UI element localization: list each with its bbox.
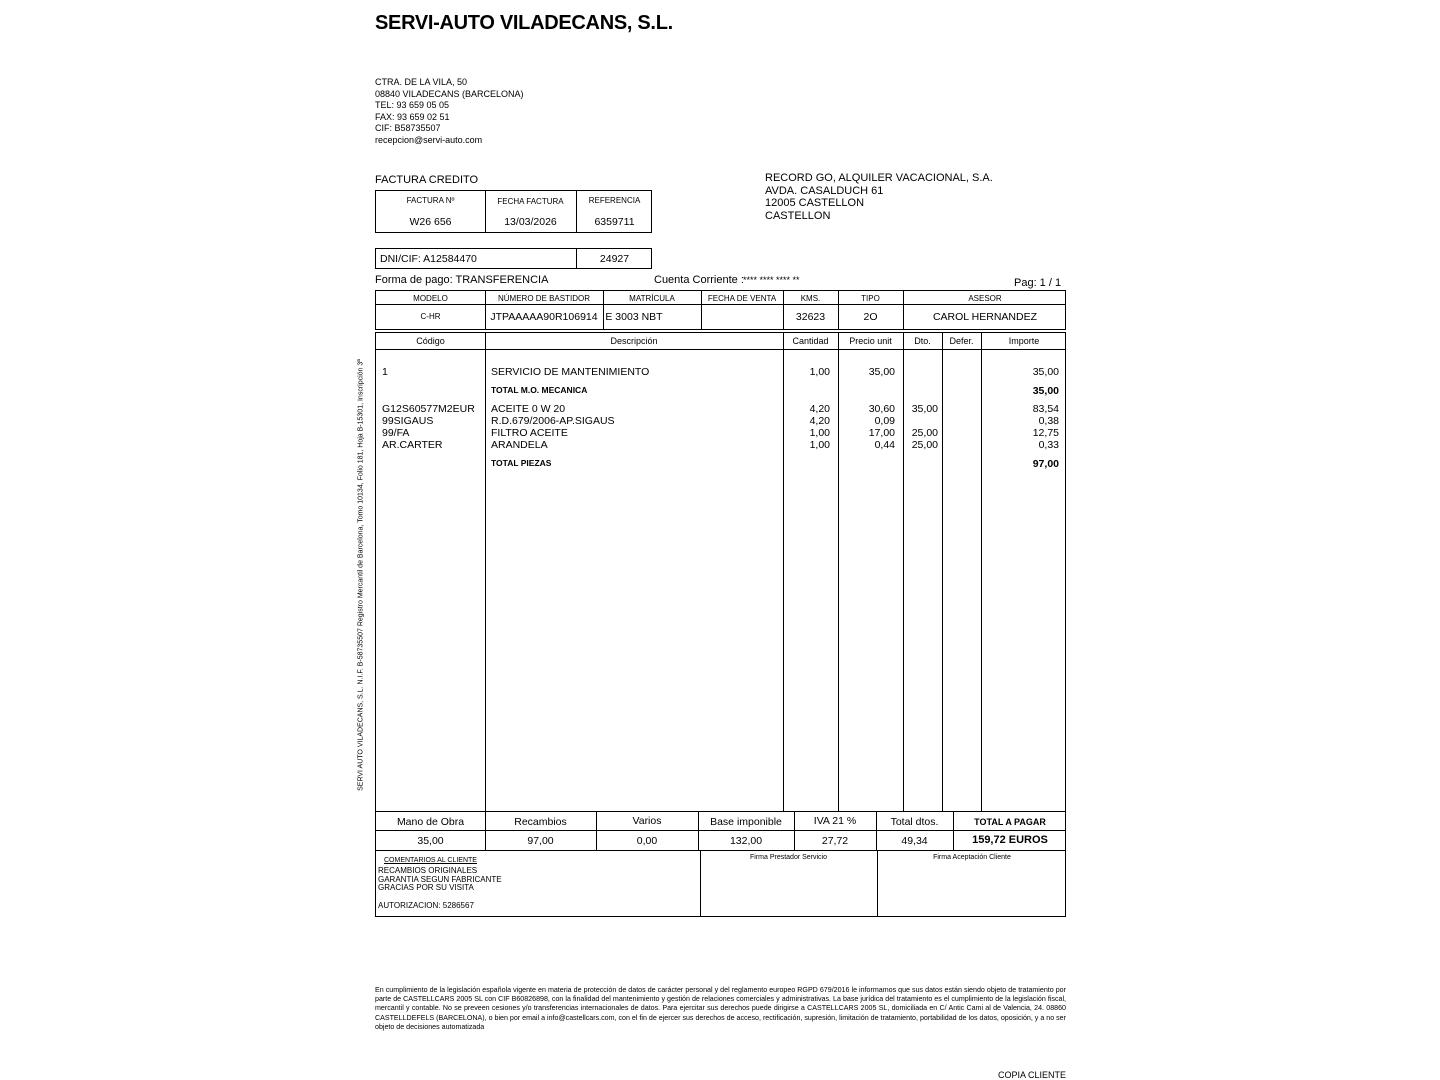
item-code: G12S60577M2EUR: [382, 403, 475, 415]
invoice-date: 13/03/2026: [504, 216, 557, 228]
items-header-description: Descripción: [610, 336, 658, 346]
item-code: 99/FA: [382, 427, 410, 439]
totals-vat: 27,72: [821, 835, 849, 847]
invoice-date-header: FECHA FACTURA: [497, 197, 564, 206]
totals-header-taxable-base: Base imponible: [710, 816, 782, 828]
item-amount: 35,00: [1032, 366, 1059, 378]
address-fax: FAX: 93 659 02 51: [375, 111, 450, 122]
totals-header-vat: IVA 21 %: [813, 815, 857, 827]
totals-discounts: 49,34: [901, 835, 928, 847]
signature-provider-label: Firma Prestador Servicio: [749, 854, 828, 861]
item-amount: 12,75: [1032, 427, 1059, 439]
legal-notice: En cumplimiento de la legislación española vigente en materia de protección de datos de carácter personal y del reglamento europeo RGPD 679/2016 le informamos que sus datos están siendo objeto de tratamiento por parte de CASTELLCARS 2005 SL con CIF B60826898, con la finalidad del mantenimiento y gestión de relaciones comerciales y administrativas. La base jurídica del tratamiento es el cumplimiento de la legislación fiscal, mercantil y contable. No se preveen cesiones y/o transferencias internacionales de datos. Para ejercitar sus derechos puede dirigirse a CASTELLCARS 2005 SL, domiciliada en C/ Antic Cami al de Valencia, 24. 08860 CASTELLDEFELS (BARCELONA), o bien por email a info@castellcars.com, con el fin de ejercer sus derechos de acceso, rectificación, supresión, limitación de tratamiento, portabilidad de los datos, oposición, y a no ser objeto de decisiones automatizada: [375, 986, 1066, 1031]
items-header-code: Código: [416, 336, 445, 346]
items-table: [375, 332, 1066, 812]
totals-table: [375, 811, 1066, 851]
registry-side-text: SERVI AUTO VILADECANS, S.L. N.I.F. B-58735507 Registro Mercantil de Barcelona, Tomo 10134, Folio 181, Hoja B-15301, Inscripción 3ª: [357, 359, 365, 791]
item-description: R.D.679/2006-AP.SIGAUS: [491, 415, 615, 427]
dni-box: [375, 248, 652, 269]
address-cif: CIF: B58735507: [375, 123, 441, 134]
totals-parts: 97,00: [527, 835, 554, 847]
item-discount: 25,00: [911, 439, 938, 451]
item-unit-price: 30,60: [868, 403, 895, 415]
item-unit-price: 17,00: [868, 427, 895, 439]
totals-total-due: 159,72 EUROS: [972, 834, 1048, 846]
comment-line: GRACIAS POR SU VISITA: [378, 883, 474, 892]
subtotal-labour-value: 35,00: [1032, 385, 1059, 397]
item-code: 1: [382, 366, 388, 378]
item-discount: 35,00: [911, 403, 938, 415]
company-name: SERVI-AUTO VILADECANS, S.L.: [375, 12, 673, 34]
item-discount: 25,00: [911, 427, 938, 439]
vehicle-table: [375, 290, 1066, 330]
invoice-type: FACTURA CREDITO: [375, 174, 479, 186]
payment-method: Forma de pago: TRANSFERENCIA: [375, 274, 549, 286]
invoice-number: W26 656: [409, 216, 452, 228]
address-phone: TEL: 93 659 05 05: [375, 100, 450, 111]
item-quantity: 4,20: [809, 403, 830, 415]
totals-header-labour: Mano de Obra: [396, 816, 465, 828]
company-address: [375, 77, 524, 147]
account-value: **** **** **** **: [743, 275, 800, 285]
client-city: 12005 CASTELLON: [765, 197, 865, 209]
item-quantity: 1,00: [809, 427, 830, 439]
invoice-reference: 6359711: [594, 216, 635, 228]
totals-header-misc: Varios: [632, 815, 662, 827]
item-code: 99SIGAUS: [382, 415, 434, 427]
vehicle-type: 2O: [863, 311, 878, 323]
item-unit-price: 0,09: [874, 415, 895, 427]
vehicle-header-plate: MATRÍCULA: [629, 294, 675, 303]
totals-taxable-base: 132,00: [729, 835, 763, 847]
vehicle-header-model: MODELO: [413, 294, 448, 303]
account-label: Cuenta Corriente :: [654, 274, 744, 286]
item-unit-price: 0,44: [874, 439, 895, 451]
item-quantity: 4,20: [809, 415, 830, 427]
comment-line: GARANTIA SEGUN FABRICANTE: [378, 874, 502, 884]
vehicle-header-type: TIPO: [861, 294, 880, 303]
address-city: 08840 VILADECANS (BARCELONA): [375, 88, 524, 99]
copy-label: COPIA CLIENTE: [998, 1070, 1067, 1080]
item-description: ACEITE 0 W 20: [491, 403, 566, 415]
totals-header-total-due: TOTAL A PAGAR: [974, 817, 1046, 827]
items-header-quantity: Cantidad: [792, 336, 829, 346]
client-name: RECORD GO, ALQUILER VACACIONAL, S.A.: [765, 172, 993, 184]
vehicle-header-sale-date: FECHA DE VENTA: [707, 294, 777, 303]
subtotal-labour-label: TOTAL M.O. MECANICA: [491, 385, 588, 395]
client-address: [765, 172, 993, 222]
item-unit-price: 35,00: [868, 366, 895, 378]
invoice-reference-header: REFERENCIA: [588, 196, 641, 205]
items-header-deferred: Defer.: [949, 336, 974, 346]
address-street: CTRA. DE LA VILA, 50: [375, 77, 468, 87]
totals-labour: 35,00: [417, 835, 444, 847]
address-email: recepcion@servi-auto.com: [375, 134, 483, 145]
subtotal-parts-label: TOTAL PIEZAS: [491, 458, 552, 468]
vehicle-model: C-HR: [420, 312, 441, 321]
vehicle-vin: JTPAAAAA90R106914: [490, 311, 598, 323]
items-header-unit-price: Precio unit: [849, 336, 892, 346]
client-province: CASTELLON: [765, 209, 831, 222]
client-code: 24927: [599, 253, 630, 265]
totals-header-parts: Recambios: [514, 816, 567, 828]
vehicle-advisor: CAROL HERNANDEZ: [932, 311, 1038, 323]
vehicle-kms: 32623: [795, 311, 826, 323]
comments-box: [375, 850, 1066, 917]
item-description: FILTRO ACEITE: [491, 427, 568, 439]
vehicle-header-advisor: ASESOR: [968, 294, 1002, 303]
invoice-number-header: FACTURA Nº: [406, 196, 455, 205]
items-header-amount: Importe: [1008, 336, 1040, 346]
dni-label: DNI/CIF: A12584470: [380, 253, 477, 265]
item-amount: 0,33: [1038, 439, 1059, 451]
item-quantity: 1,00: [809, 366, 830, 378]
item-amount: 0,38: [1038, 415, 1059, 427]
item-description: SERVICIO DE MANTENIMIENTO: [491, 366, 650, 378]
totals-misc: 0,00: [636, 835, 658, 847]
page-number: Pag: 1 / 1: [1014, 277, 1062, 289]
comment-line: RECAMBIOS ORIGINALES: [378, 866, 478, 875]
item-code: AR.CARTER: [382, 439, 443, 451]
vehicle-header-vin: NÚMERO DE BASTIDOR: [497, 294, 590, 303]
signature-client-label: Firma Aceptación Cliente: [933, 854, 1011, 861]
items-header-discount: Dto.: [914, 336, 931, 346]
invoice-info-box: [375, 190, 652, 233]
client-street: AVDA. CASALDUCH 61: [765, 184, 884, 197]
subtotal-parts-value: 97,00: [1032, 458, 1059, 470]
item-amount: 83,54: [1032, 403, 1059, 415]
comments-title: COMENTARIOS AL CLIENTE: [384, 857, 477, 864]
vehicle-header-kms: KMS.: [800, 294, 821, 303]
authorization-code: AUTORIZACION: 5286567: [378, 901, 474, 910]
item-quantity: 1,00: [809, 439, 830, 451]
vehicle-plate: E 3003 NBT: [605, 311, 663, 323]
totals-header-discounts: Total dtos.: [890, 816, 939, 828]
item-description: ARANDELA: [491, 439, 548, 451]
